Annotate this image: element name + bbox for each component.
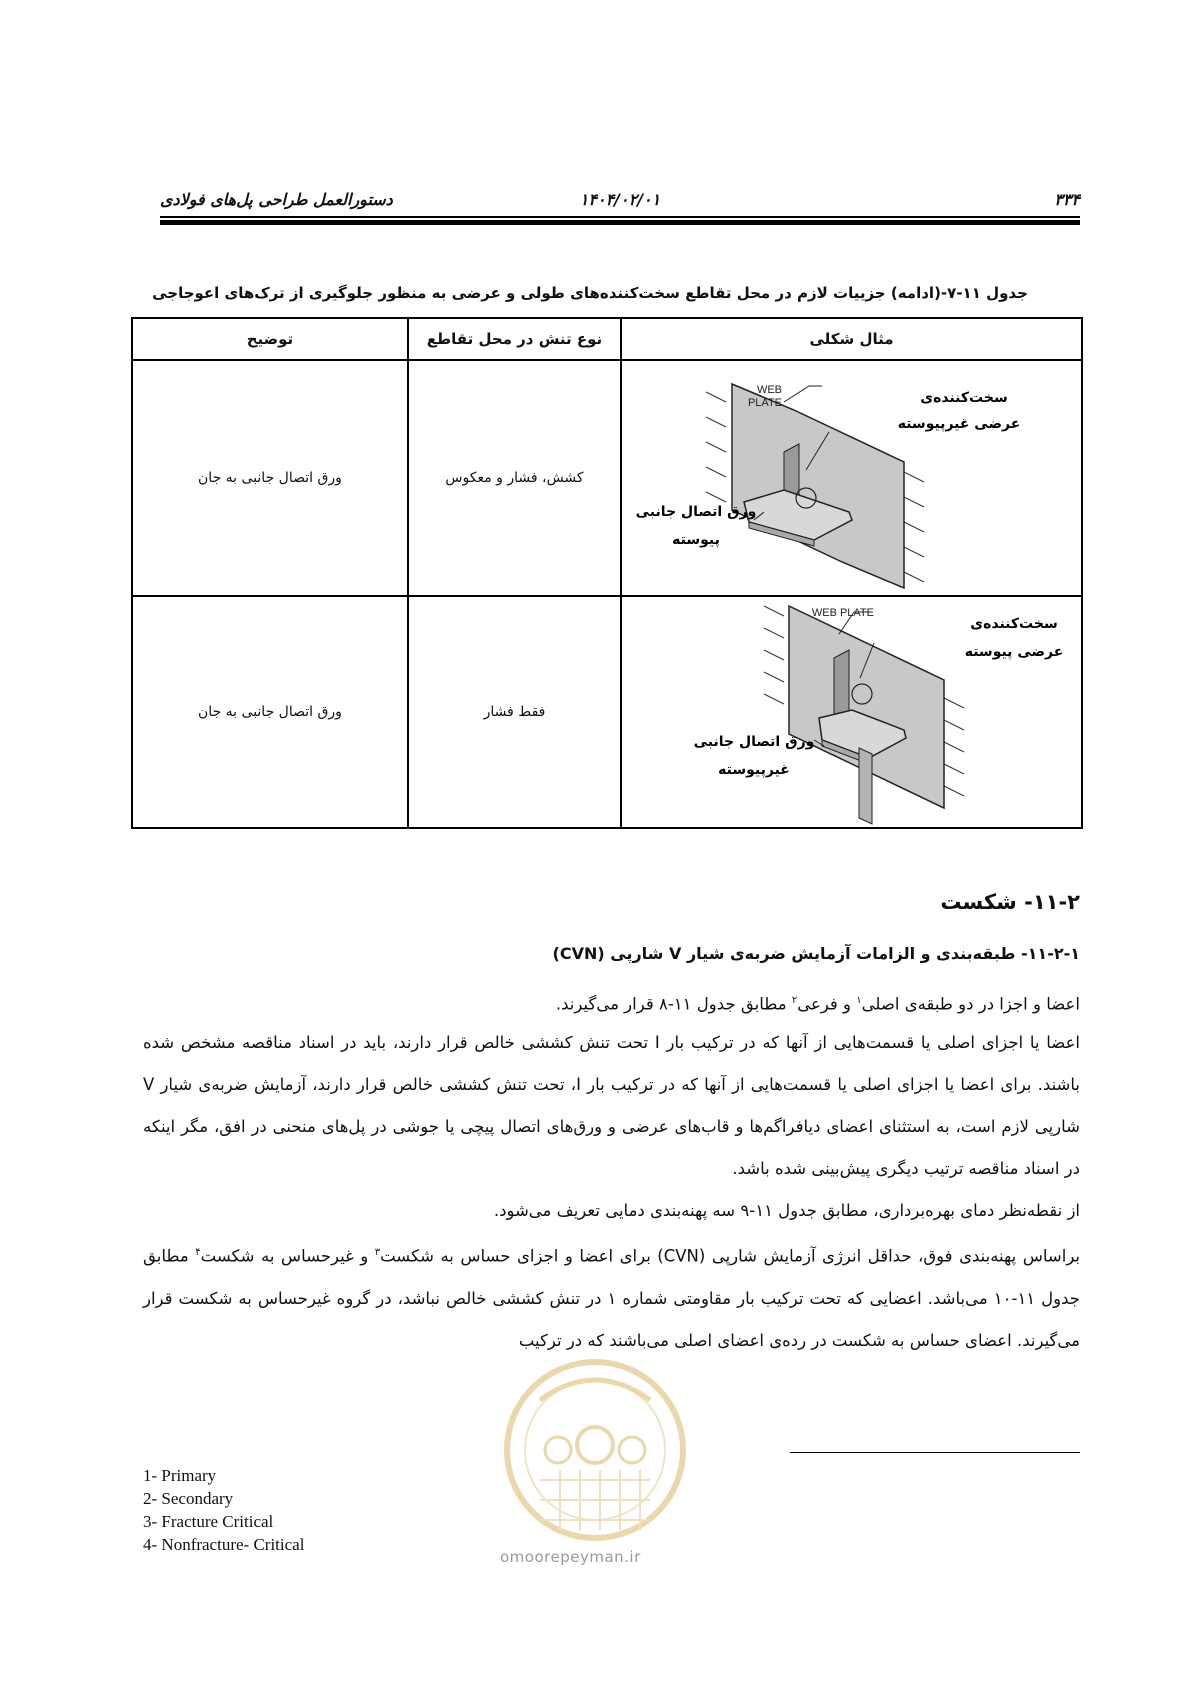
p4-part-a: براساس پهنه‌بندی فوق، حداقل انرژی آزمایش شارپی (CVN) برای اعضا و اجزای حساس به شکست	[380, 1246, 1081, 1266]
p1-part-a: اعضا و اجزا در دو طبقه‌ی اصلی	[861, 994, 1080, 1014]
footnote-ref-4: ۴	[195, 1247, 201, 1258]
fig1-plate-label-1: ورق اتصال جانبی	[635, 504, 757, 520]
footnote-item: 1- Primary	[143, 1466, 217, 1485]
footnote-item: 3- Fracture Critical	[143, 1512, 274, 1531]
fig2-stiffener-label-1: سخت‌کننده‌ی	[970, 616, 1058, 632]
stress-type-cell: فقط فشار	[408, 596, 621, 828]
table-row	[132, 596, 1082, 828]
p1-part-c: مطابق جدول ۱۱-۸ قرار می‌گیرند.	[555, 994, 792, 1014]
header-rule-thick	[160, 220, 1080, 225]
footnote-rule	[790, 1452, 1080, 1453]
stiffener-detail-figure-2	[624, 598, 1081, 826]
paragraph-1	[143, 980, 1080, 1026]
fig1-stiffener-label-2: عرضی غیرپیوسته	[897, 416, 1021, 432]
fig2-plate-label-1: ورق اتصال جانبی	[693, 734, 815, 750]
footnotes	[143, 1464, 304, 1556]
figure-cell	[621, 596, 1082, 828]
footnote-item: 4- Nonfracture- Critical	[143, 1535, 305, 1554]
fig1-web-label-2: PLATE	[747, 397, 782, 409]
figure-cell	[621, 360, 1082, 596]
footnote-ref-3: ۳	[374, 1247, 381, 1258]
table-header-row	[132, 318, 1082, 360]
stress-type-cell: کشش، فشار و معکوس	[408, 360, 621, 596]
paragraph-2: اعضا یا اجزای اصلی یا قسمت‌هایی از آنها که در ترکیب بار I تحت تنش کششی خالص قرار دارند، باید در اسناد مناقصه مشخص شده باشند. برای اعضا یا اجزای اصلی یا قسمت‌هایی از آنها که در ترکیب بار I، تحت تنش کششی خالص قرار دارند، آزمایش ضربه‌ی شیار V شارپی لازم است، به استثنای اعضای دیافراگم‌ها و قاب‌های عرضی و ورق‌های اتصال پیچی یا جوشی در پل‌های منحنی در افق، مگر اینکه در اسناد مناقصه ترتیب دیگری پیش‌بینی شده باشد.	[143, 1033, 1080, 1178]
header-date: ۱۴۰۴/۰۲/۰۱	[579, 190, 661, 209]
footnote-ref-2: ۲	[791, 995, 798, 1006]
details-table	[131, 317, 1083, 829]
table-caption: جدول ۱۱-۷-(ادامه) جزییات لازم در محل تقاطع سخت‌کننده‌های طولی و عرضی به منظور جلوگیری از ترک‌های اعوجاجی	[152, 284, 1028, 302]
stiffener-detail-figure-1	[624, 362, 1081, 594]
page-number: ۳۳۴	[1054, 190, 1080, 209]
p4-part-c: مطابق جدول ۱۱-۱۰ می‌باشد. اعضایی که تحت ترکیب بار مقاومتی شماره ۱ در تنش کششی خالص نباشد، در گروه غیرحساس به شکست قرار می‌گیرند. اعضای حساس به شکست در رده‌ی اعضای اصلی می‌باشند که در ترکیب	[143, 1246, 1080, 1350]
header-rule-thin	[160, 216, 1080, 218]
header-example: مثال شکلی	[621, 318, 1082, 360]
p1-part-b: و فرعی	[797, 994, 857, 1014]
description-cell: ورق اتصال جانبی به جان	[132, 596, 408, 828]
p4-part-b: و غیرحساس به شکست	[200, 1246, 375, 1266]
header-stress-type: نوع تنش در محل تقاطع	[408, 318, 621, 360]
fig2-plate-label-2: غیرپیوسته	[718, 762, 790, 778]
subsection-heading: ۱۱-۲-۱- طبقه‌بندی و الزامات آزمایش ضربه‌ی شیار V شارپی (CVN)	[552, 944, 1080, 963]
document-title: دستورالعمل طراحی پل‌های فولادی	[160, 190, 393, 209]
fig1-plate-label-2: پیوسته	[672, 532, 720, 548]
footnote-item: 2- Secondary	[143, 1489, 234, 1508]
table-row	[132, 360, 1082, 596]
description-cell: ورق اتصال جانبی به جان	[132, 360, 408, 596]
fig2-stiffener-label-2: عرضی پیوسته	[964, 644, 1064, 660]
page-header	[160, 190, 1080, 218]
watermark-site: omoorepeyman.ir	[500, 1548, 641, 1566]
fig1-web-label-1: WEB	[756, 384, 782, 396]
footnote-ref-1: ۱	[856, 995, 862, 1006]
section-heading: ۱۱-۲- شکست	[940, 890, 1080, 914]
fig2-web-label: WEB PLATE	[811, 607, 874, 619]
paragraph-3: از نقطه‌نظر دمای بهره‌برداری، مطابق جدول ۱۱-۹ سه پهنه‌بندی دمایی تعریف می‌شود.	[493, 1201, 1080, 1220]
fig1-stiffener-label-1: سخت‌کننده‌ی	[920, 390, 1008, 406]
header-description: توضیح	[132, 318, 408, 360]
